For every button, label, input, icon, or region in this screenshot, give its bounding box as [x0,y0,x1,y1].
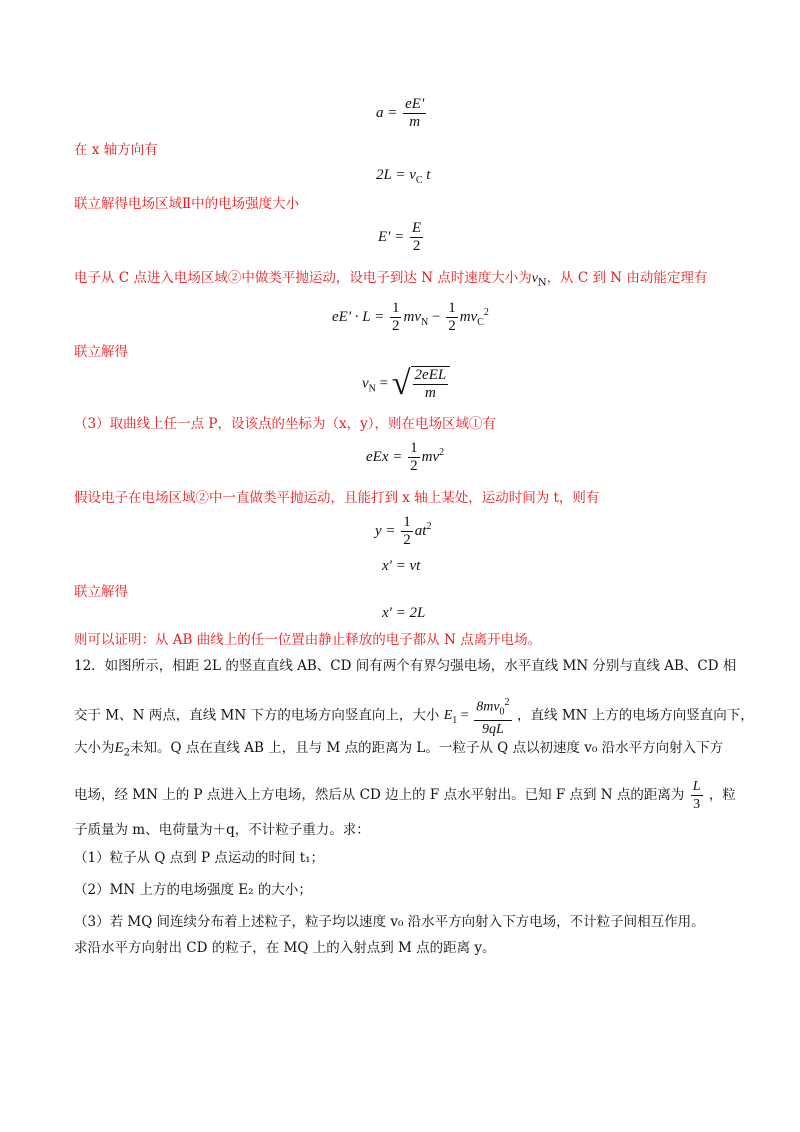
E1-symbol: E [443,708,453,724]
problem-12-line-3 [74,738,734,764]
numerator: 8mv [476,699,500,715]
eq-lhs: E' = [378,228,405,245]
E2-sub: 2 [123,747,131,759]
fraction [390,300,402,335]
minus-sign: − [431,308,441,325]
equation-acceleration [376,96,428,131]
equation-eEx [366,440,444,475]
problem-12-line-5: 子质量为 m、电荷量为＋q，不计粒子重力。求： [74,822,370,838]
text-x-direction: 在 x 轴方向有 [74,142,158,158]
denominator: m [409,114,421,130]
text-part: 未知。Q 点在直线 AB 上，且与 M 点的距离为 L。一粒子从 Q 点以初速度 v₀ 沿水平方向射入下方 [130,740,724,756]
E1-sub: 1 [452,715,458,727]
text-part: ，直线 MN 上方的电场方向竖直向下， [517,707,754,724]
fraction [446,300,458,335]
E1-formula [443,697,517,738]
equation-E-prime [378,220,425,255]
question-2: （2）MN 上方的电场强度 E₂ 的大小； [74,882,312,898]
equals-sign: = [460,708,469,724]
numerator: 1 [448,300,456,316]
eq-lhs: y = [375,522,396,539]
denominator: 2 [391,318,400,334]
fraction [403,96,426,131]
equation-x-2L [382,605,425,622]
denominator: 2 [410,237,423,255]
question-1: （1）粒子从 Q 点到 P 点运动的时间 t₁； [74,850,325,866]
equation-vN [362,366,450,402]
vN-sub: N [537,277,547,289]
text-electron-C [74,268,707,294]
eq-t: t [426,167,431,183]
text-solve-field: 联立解得电场区域Ⅱ中的电场强度大小 [74,196,300,212]
equation-y [375,514,431,549]
equals-sign: = [379,375,389,392]
text-part-3: （3）取曲线上任一点 P，设该点的坐标为（x，y），则在电场区域①有 [74,416,496,432]
vN-symbol: v [531,270,538,285]
eq-sup: 2 [426,520,432,532]
text-part: 大小为 [74,740,115,756]
text-part: ，粒 [708,787,736,803]
fraction [413,367,449,402]
numerator: 1 [391,300,400,316]
num-sub: 0 [499,706,505,718]
sqrt: √ $\frac{\text{2eEL}}{m}$ [392,366,450,402]
text-part: ，从 C 到 N 由动能定理有 [546,270,708,286]
denominator: 2 [410,458,418,474]
text-part: 交于 M、N 两点，直线 MN 下方的电场方向竖直向上，大小 [74,707,440,724]
eq-term: at [414,522,427,539]
eq-lhs: eEx = [366,448,403,465]
eq-sub: C [415,175,423,186]
denominator: 2 [403,532,411,548]
numerator: eE' [405,96,425,112]
text-proof: 则可以证明：从 AB 曲线上的任一位置由静止释放的电子都从 N 点离开电场。 [74,632,542,648]
eq-text: x' = 2L [382,605,426,621]
fraction [401,514,413,549]
eq-sup: 2 [439,446,445,458]
equation-2L [376,167,430,186]
eq-sub: N [368,383,376,395]
denominator: 2 [448,318,456,334]
eq-text: 2L = v [376,167,416,183]
eq-sub: N [420,316,429,328]
text-part: 电场，经 MN 上的 P 点进入上方电场，然后从 CD 边上的 F 点水平射出。已知 F 点到 N 点的距离为 [74,787,685,803]
fraction [410,220,423,255]
num-sup: 2 [504,697,510,708]
eq-text: x' = vt [382,558,421,574]
fraction [408,440,420,475]
problem-12-line-4 [74,778,734,813]
problem-12-line-2 [74,694,754,738]
text-solve-1: 联立解得 [74,344,128,360]
numerator: 2eEL [414,367,447,383]
numerator: E [412,220,422,236]
denominator: 3 [691,795,703,813]
eq-lhs: eE' · L = [332,308,385,325]
E2-symbol: E [114,740,124,756]
eq-lhs: a = [376,104,398,121]
equation-energy [332,300,489,335]
denominator: 9qL [481,722,504,738]
eq-term: mv [421,448,440,465]
eq-term: mv [459,308,478,325]
text-part: 电子从 C 点进入电场区域②中做类平抛运动，设电子到达 N 点时速度大小为 [74,270,532,286]
equation-x-vt [382,558,420,575]
numerator: 1 [410,440,418,456]
denominator: m [424,385,436,401]
text-solve-2: 联立解得 [74,584,128,600]
eq-term: mv [403,308,421,325]
problem-12-line-1: 12．如图所示，相距 2L 的竖直直线 AB、CD 间有两个有界匀强电场，水平直线 MN 分别与直线 AB、CD 相 [74,658,737,674]
eq-sub: C [477,316,484,328]
text-assume: 假设电子在电场区域②中一直做类平抛运动，且能打到 x 轴上某处，运动时间为 t，则有 [74,490,600,506]
eq-lhs: v [362,375,369,392]
numerator: L [692,779,701,794]
eq-sup: 2 [483,306,489,318]
question-3-cont: 求沿水平方向射出 CD 的粒子，在 MQ 上的入射点到 M 点的距离 y。 [74,940,496,956]
fraction [474,694,511,738]
numerator: 1 [403,514,411,530]
fraction-L-3 [691,778,703,813]
question-3: （3）若 MQ 间连续分布着上述粒子，粒子均以速度 v₀ 沿水平方向射入下方电场，不计粒子间相互作用。 [74,914,705,930]
